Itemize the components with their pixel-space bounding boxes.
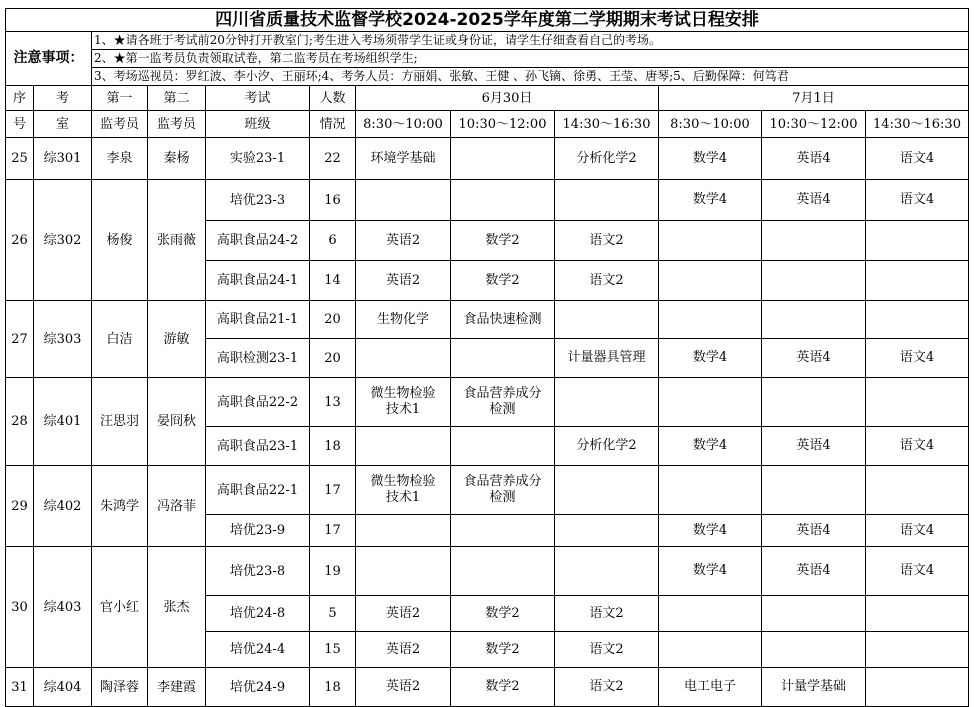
exam-cell: 微生物检验 技术1 [356,466,451,515]
exam-cell: 数学2 [451,632,555,668]
exam-cell: 英语4 [762,138,866,180]
exam-cell [762,466,866,515]
room-name: 综402 [34,466,92,547]
exam-cell: 计量学基础 [762,668,866,707]
exam-cell: 数学4 [659,547,762,596]
proctor-second: 张雨薇 [148,180,206,301]
exam-cell [659,221,762,261]
class-name: 培优24-4 [206,632,310,668]
exam-cell [659,596,762,632]
proctor-first: 李泉 [92,138,148,180]
exam-cell: 语文4 [866,138,969,180]
exam-cell [356,427,451,466]
exam-cell [659,261,762,301]
exam-cell: 英语2 [356,632,451,668]
exam-cell: 数学4 [659,180,762,221]
exam-cell [866,221,969,261]
exam-cell [762,632,866,668]
student-count: 15 [310,632,356,668]
table-row [6,180,969,221]
exam-cell: 电工电子 [659,668,762,707]
exam-cell [451,339,555,378]
proctor-second: 李建霞 [148,668,206,707]
exam-cell: 英语2 [356,668,451,707]
exam-cell [659,301,762,339]
exam-cell: 食品营养成分 检测 [451,466,555,515]
exam-cell: 微生物检验 技术1 [356,378,451,427]
proctor-first: 白洁 [92,301,148,378]
exam-cell: 语文4 [866,180,969,221]
header-seq: 序 [6,86,34,111]
exam-cell [451,515,555,547]
room-name: 综403 [34,547,92,668]
room-seq: 27 [6,301,34,378]
exam-cell: 英语2 [356,261,451,301]
header-proctor2: 第二 [148,86,206,111]
header-proctor2: 监考员 [148,111,206,138]
exam-cell [762,378,866,427]
header-slot: 8:30～10:00 [659,111,762,138]
exam-cell: 语文4 [866,339,969,378]
table-row [6,547,969,596]
notice-row [6,50,969,68]
exam-cell [356,339,451,378]
table-row [6,466,969,515]
table-row [6,378,969,427]
student-count: 20 [310,339,356,378]
exam-cell: 英语4 [762,547,866,596]
header-slot: 14:30～16:30 [866,111,969,138]
notice-label: 注意事项： [6,32,92,86]
header-proctor1: 第一 [92,86,148,111]
exam-cell [451,138,555,180]
exam-cell: 生物化学 [356,301,451,339]
student-count: 19 [310,547,356,596]
exam-cell [356,547,451,596]
exam-cell: 语文2 [555,632,659,668]
header-slot: 8:30～10:00 [356,111,451,138]
exam-cell: 语文4 [866,427,969,466]
student-count: 5 [310,596,356,632]
exam-cell [762,301,866,339]
exam-cell [866,378,969,427]
room-seq: 25 [6,138,34,180]
notice-line: 1、★请各班于考试前20分钟打开教室门;考生进入考场须带学生证或身份证，请学生仔细查看自己的考场。 [92,32,969,50]
table-row [6,668,969,707]
exam-cell [866,632,969,668]
class-name: 培优24-8 [206,596,310,632]
class-name: 培优23-3 [206,180,310,221]
exam-cell [762,221,866,261]
exam-cell [762,261,866,301]
exam-cell [555,180,659,221]
exam-cell [451,427,555,466]
exam-cell: 英语4 [762,180,866,221]
proctor-first: 官小红 [92,547,148,668]
proctor-second: 秦杨 [148,138,206,180]
exam-cell [866,261,969,301]
exam-cell [866,668,969,707]
exam-cell: 英语4 [762,427,866,466]
class-name: 实验23-1 [206,138,310,180]
class-name: 高职检测23-1 [206,339,310,378]
student-count: 17 [310,515,356,547]
header-proctor1: 监考员 [92,111,148,138]
room-seq: 29 [6,466,34,547]
notice-row [6,32,969,50]
exam-cell: 食品营养成分 检测 [451,378,555,427]
class-name: 高职食品24-1 [206,261,310,301]
class-name: 培优23-8 [206,547,310,596]
notice-row [6,68,969,86]
proctor-first: 杨俊 [92,180,148,301]
exam-cell: 环境学基础 [356,138,451,180]
exam-cell: 语文4 [866,547,969,596]
student-count: 18 [310,668,356,707]
header-count: 情况 [310,111,356,138]
header-class: 班级 [206,111,310,138]
exam-cell: 英语2 [356,221,451,261]
exam-cell [659,378,762,427]
header-row-bottom [6,111,969,138]
exam-cell [659,466,762,515]
room-seq: 30 [6,547,34,668]
room-seq: 31 [6,668,34,707]
table-body [6,9,969,707]
exam-cell: 语文2 [555,668,659,707]
exam-cell: 分析化学2 [555,138,659,180]
proctor-second: 张杰 [148,547,206,668]
exam-cell [555,547,659,596]
exam-cell: 数学4 [659,138,762,180]
student-count: 20 [310,301,356,339]
header-class: 考试 [206,86,310,111]
exam-cell: 英语4 [762,515,866,547]
exam-cell [555,378,659,427]
proctor-second: 冯洛菲 [148,466,206,547]
proctor-second: 晏冏秋 [148,378,206,466]
header-count: 人数 [310,86,356,111]
exam-cell: 计量器具管理 [555,339,659,378]
notice-line: 3、考场巡视员：罗红波、李小汐、王丽环;4、考务人员：方丽娟、张敏、王健 、孙飞镝、徐勇、王莹、唐琴;5、后勤保障：何笃君 [92,68,969,86]
class-name: 高职食品21-1 [206,301,310,339]
header-room: 考 [34,86,92,111]
proctor-second: 游敏 [148,301,206,378]
room-name: 综401 [34,378,92,466]
exam-cell [356,180,451,221]
student-count: 13 [310,378,356,427]
exam-cell: 语文2 [555,261,659,301]
student-count: 14 [310,261,356,301]
header-day2: 7月1日 [659,86,969,111]
student-count: 16 [310,180,356,221]
student-count: 6 [310,221,356,261]
exam-cell [659,632,762,668]
header-slot: 14:30～16:30 [555,111,659,138]
exam-cell [555,466,659,515]
student-count: 18 [310,427,356,466]
exam-cell: 语文4 [866,515,969,547]
header-slot: 10:30～12:00 [762,111,866,138]
exam-cell [866,301,969,339]
exam-schedule-table [5,8,969,707]
room-seq: 26 [6,180,34,301]
exam-cell: 分析化学2 [555,427,659,466]
exam-cell: 数学2 [451,596,555,632]
exam-cell [451,180,555,221]
exam-cell: 语文2 [555,221,659,261]
table-row [6,138,969,180]
exam-cell [555,515,659,547]
exam-cell: 数学4 [659,515,762,547]
header-row-top [6,86,969,111]
schedule-sheet [5,8,969,707]
exam-cell [356,515,451,547]
exam-cell [866,466,969,515]
exam-cell [762,596,866,632]
class-name: 高职食品24-2 [206,221,310,261]
class-name: 高职食品22-1 [206,466,310,515]
class-name: 培优23-9 [206,515,310,547]
exam-cell: 数学2 [451,261,555,301]
exam-cell: 数学2 [451,221,555,261]
header-slot: 10:30～12:00 [451,111,555,138]
exam-cell: 英语4 [762,339,866,378]
exam-cell: 数学4 [659,427,762,466]
exam-cell: 数学2 [451,668,555,707]
room-name: 综303 [34,301,92,378]
page-title: 四川省质量技术监督学校2024-2025学年度第二学期期末考试日程安排 [6,9,969,32]
table-row [6,301,969,339]
room-name: 综404 [34,668,92,707]
exam-cell [451,547,555,596]
class-name: 高职食品22-2 [206,378,310,427]
exam-cell: 英语2 [356,596,451,632]
exam-cell [555,301,659,339]
student-count: 17 [310,466,356,515]
header-seq: 号 [6,111,34,138]
title-row [6,9,969,32]
room-seq: 28 [6,378,34,466]
class-name: 高职食品23-1 [206,427,310,466]
exam-cell [866,596,969,632]
exam-cell: 数学4 [659,339,762,378]
room-name: 综301 [34,138,92,180]
header-day1: 6月30日 [356,86,659,111]
class-name: 培优24-9 [206,668,310,707]
proctor-first: 朱鸿学 [92,466,148,547]
exam-cell: 语文2 [555,596,659,632]
proctor-first: 汪思羽 [92,378,148,466]
exam-cell: 食品快速检测 [451,301,555,339]
notice-line: 2、★第一监考员负责领取试卷，第二监考员在考场组织学生; [92,50,969,68]
proctor-first: 陶泽蓉 [92,668,148,707]
room-name: 综302 [34,180,92,301]
student-count: 22 [310,138,356,180]
header-room: 室 [34,111,92,138]
